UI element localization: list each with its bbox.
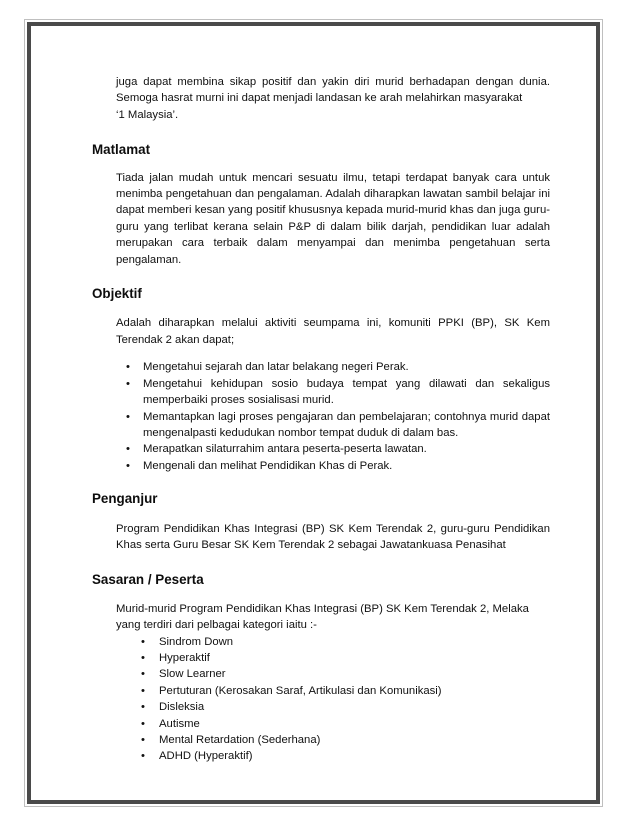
bullet-icon: •	[126, 377, 130, 390]
bullet-icon: •	[141, 635, 145, 648]
list-item	[116, 376, 550, 409]
bullet-icon: •	[141, 668, 145, 681]
list-item	[141, 732, 550, 748]
matlamat-text: Tiada jalan mudah untuk mencari sesuatu ilmu, tetapi terdapat banyak cara untuk menimba pengetahuan dan pengalaman. Adalah diharapkan lawatan sambil belajar ini dapat memberi kesan yang positif khususnya kepada murid-murid khas dan juga guru-guru yang terlibat kerana selain P&P di dalam bilik darjah, pendidikan luar adalah merupakan cara terbaik dalam menyampai dan menimba pengetahuan serta pengalaman.	[116, 171, 550, 266]
list-item	[141, 716, 550, 732]
intro-paragraph	[116, 74, 550, 123]
list-item-text: Slow Learner	[159, 668, 226, 681]
list-item-text: ADHD (Hyperaktif)	[159, 750, 253, 763]
list-item-text: Mental Retardation (Sederhana)	[159, 734, 321, 746]
sasaran-line: yang terdiri dari pelbagai kategori iaitu :-	[116, 619, 317, 632]
sasaran-intro	[116, 601, 550, 634]
bullet-icon: •	[141, 651, 145, 664]
objektif-intro: Adalah diharapkan melalui aktiviti seumpama ini, komuniti PPKI (BP), SK Kem Terendak 2 akan dapat;	[116, 317, 550, 346]
list-item-text: Mengetahui sejarah dan latar belakang negeri Perak.	[143, 361, 409, 374]
list-item-text: Disleksia	[159, 701, 205, 714]
penganjur-text: Program Pendidikan Khas Integrasi (BP) SK Kem Terendak 2, guru-guru Pendidikan Khas serta Guru Besar SK Kem Terendak 2 sebagai Jawatankuasa Penasihat	[116, 522, 550, 551]
list-item	[141, 683, 550, 699]
list-item	[141, 650, 550, 666]
list-item-text: Memantapkan lagi proses pengajaran dan pembelajaran; contohnya murid dapat mengenalpasti kedudukan nombor tempat duduk di dalam bas.	[143, 410, 550, 439]
list-item-text: Merapatkan silaturrahim antara peserta-peserta lawatan.	[143, 443, 427, 456]
bullet-icon: •	[126, 361, 130, 374]
list-item	[141, 666, 550, 682]
heading-objektif: Objektif	[92, 286, 142, 302]
intro-line: ‘1 Malaysia’.	[116, 108, 179, 121]
sasaran-line: Murid-murid Program Pendidikan Khas Integrasi (BP) SK Kem Terendak 2, Melaka	[116, 602, 529, 615]
intro-line: juga dapat membina sikap positif dan yakin diri murid berhadapan dengan dunia.	[116, 76, 550, 88]
list-item	[116, 458, 550, 474]
bullet-icon: •	[126, 410, 130, 423]
bullet-icon: •	[141, 701, 145, 714]
bullet-icon: •	[141, 734, 145, 746]
list-item	[141, 748, 550, 764]
heading-penganjur: Penganjur	[92, 491, 158, 507]
list-item	[141, 699, 550, 715]
heading-sasaran: Sasaran / Peserta	[92, 572, 204, 588]
sasaran-list	[141, 634, 550, 765]
list-item-text: Hyperaktif	[159, 651, 210, 664]
list-item-text: Pertuturan (Kerosakan Saraf, Artikulasi dan Komunikasi)	[159, 684, 442, 697]
list-item-text: Sindrom Down	[159, 635, 234, 648]
bullet-icon: •	[141, 717, 145, 730]
heading-matlamat: Matlamat	[92, 142, 151, 158]
list-item-text: Mengenali dan melihat Pendidikan Khas di Perak.	[143, 459, 393, 472]
document-body	[92, 74, 550, 765]
list-item	[116, 409, 550, 442]
bullet-icon: •	[141, 684, 145, 697]
objektif-list	[116, 359, 550, 474]
bullet-icon: •	[126, 459, 130, 472]
bullet-icon: •	[141, 750, 145, 763]
list-item	[116, 441, 550, 457]
list-item-text: Mengetahui kehidupan sosio budaya tempat yang dilawati dan sekaligus memperbaiki proses sosialisasi murid.	[143, 377, 550, 407]
list-item	[141, 634, 550, 650]
intro-line: Semoga hasrat murni ini dapat menjadi landasan ke arah melahirkan masyarakat	[116, 92, 523, 105]
bullet-icon: •	[126, 443, 130, 456]
list-item-text: Autisme	[159, 717, 200, 730]
list-item	[116, 359, 550, 375]
